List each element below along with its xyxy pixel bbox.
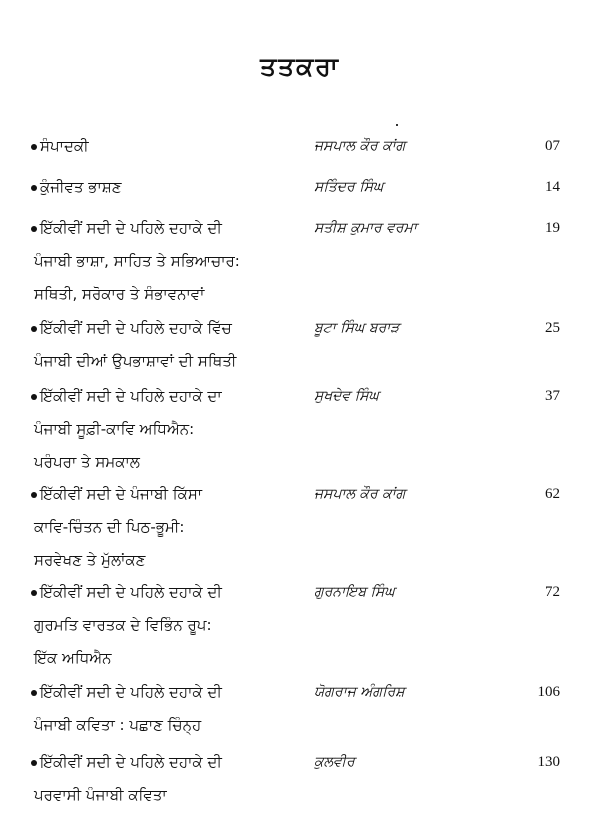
entry-title-line: ਗੁਰਮਤਿ ਵਾਰਤਕ ਦੇ ਵਿਭਿੰਨ ਰੂਪ: xyxy=(34,616,212,634)
bullet xyxy=(31,492,37,498)
entry-page-number: 130 xyxy=(537,754,560,770)
entry-title xyxy=(34,576,312,675)
bullet xyxy=(31,185,37,191)
entry-page-number: 19 xyxy=(545,220,560,236)
entry-page-number: 106 xyxy=(537,684,560,700)
entry-title-line: ਪਰੰਪਰਾ ਤੇ ਸਮਕਾਲ xyxy=(34,453,140,471)
entry-page-number: 25 xyxy=(545,320,560,336)
entry-author: ਬੂਟਾ ਸਿੰਘ ਬਰਾੜ xyxy=(314,320,400,336)
bullet xyxy=(31,394,37,400)
entry-title-line: ਪੰਜਾਬੀ ਭਾਸ਼ਾ, ਸਾਹਿਤ ਤੇ ਸਭਿਆਚਾਰ: xyxy=(34,252,240,270)
entry-title-line: ਸਰਵੇਖਣ ਤੇ ਮੁੱਲਾਂਕਣ xyxy=(34,551,146,569)
entry-title xyxy=(34,312,312,378)
bullet xyxy=(31,326,37,332)
entry-title-line: ਇੱਕੀਵੀਂ ਸਦੀ ਦੇ ਪਹਿਲੇ ਦਹਾਕੇ ਵਿੱਚ xyxy=(40,319,232,337)
entry-author: ਸੁਖਦੇਵ ਸਿੰਘ xyxy=(314,388,379,404)
entry-title-line: ਸੰਪਾਦਕੀ xyxy=(40,137,89,155)
entry-title xyxy=(34,380,312,479)
entry-title-line: ਪਰਵਾਸੀ ਪੰਜਾਬੀ ਕਵਿਤਾ xyxy=(34,786,167,804)
entry-title-line: ਇੱਕੀਵੀਂ ਸਦੀ ਦੇ ਪੰਜਾਬੀ ਕਿੱਸਾ xyxy=(40,485,203,503)
entry-title-line: ਕੁੰਜੀਵਤ ਭਾਸ਼ਣ xyxy=(40,178,122,196)
page-title: ਤਤਕਰਾ xyxy=(260,52,340,81)
entry-author: ਜਸਪਾਲ ਕੌਰ ਕਾਂਗ xyxy=(314,138,406,154)
entry-author: ਜਸਪਾਲ ਕੌਰ ਕਾਂਗ xyxy=(314,486,406,502)
entry-page-number: 37 xyxy=(545,388,560,404)
entry-page-number: 62 xyxy=(545,486,560,502)
entry-page-number: 72 xyxy=(545,584,560,600)
bullet xyxy=(31,760,37,766)
entry-title-line: ਇੱਕੀਵੀਂ ਸਦੀ ਦੇ ਪਹਿਲੇ ਦਹਾਕੇ ਦਾ xyxy=(40,387,222,405)
entry-title xyxy=(40,171,312,204)
entry-title-line: ਇੱਕੀਵੀਂ ਸਦੀ ਦੇ ਪਹਿਲੇ ਦਹਾਕੇ ਦੀ xyxy=(40,683,222,701)
entry-title-line: ਪੰਜਾਬੀ ਸੂਫ਼ੀ-ਕਾਵਿ ਅਧਿਐਨ: xyxy=(34,420,195,438)
entry-author: ਗੁਰਨਾਇਬ ਸਿੰਘ xyxy=(314,584,395,600)
entry-title xyxy=(34,212,312,311)
bullet xyxy=(31,144,37,150)
entry-title xyxy=(34,676,312,742)
entry-author: ਸਤਿੰਦਰ ਸਿੰਘ xyxy=(314,179,384,195)
entry-title-line: ਪੰਜਾਬੀ ਦੀਆਂ ਉਪਭਾਸ਼ਾਵਾਂ ਦੀ ਸਥਿਤੀ xyxy=(34,352,237,370)
bullet xyxy=(31,690,37,696)
entry-title-line: ਸਥਿਤੀ, ਸਰੋਕਾਰ ਤੇ ਸੰਭਾਵਨਾਵਾਂ xyxy=(34,285,205,303)
entry-title-line: ਇੱਕੀਵੀਂ ਸਦੀ ਦੇ ਪਹਿਲੇ ਦਹਾਕੇ ਦੀ xyxy=(40,219,222,237)
entry-title-line: ਇੱਕ ਅਧਿਐਨ xyxy=(34,649,112,667)
entry-title-line: ਇੱਕੀਵੀਂ ਸਦੀ ਦੇ ਪਹਿਲੇ ਦਹਾਕੇ ਦੀ xyxy=(40,583,222,601)
entry-title xyxy=(34,746,312,812)
entry-author: ਕੁਲਵੀਰ xyxy=(314,754,355,770)
entry-author: ਸਤੀਸ਼ ਕੁਮਾਰ ਵਰਮਾ xyxy=(314,220,417,236)
entry-title xyxy=(34,478,312,577)
entry-title-line: ਪੰਜਾਬੀ ਕਵਿਤਾ : ਪਛਾਣ ਚਿੰਨ੍ਹ xyxy=(34,716,202,734)
entry-title-line: ਇੱਕੀਵੀਂ ਸਦੀ ਦੇ ਪਹਿਲੇ ਦਹਾਕੇ ਦੀ xyxy=(40,753,222,771)
entry-title xyxy=(40,130,312,163)
entry-author: ਯੋਗਰਾਜ ਅੰਗਰਿਸ਼ xyxy=(314,684,405,700)
entry-page-number: 14 xyxy=(545,179,560,195)
entry-page-number: 07 xyxy=(545,138,560,154)
bullet xyxy=(31,226,37,232)
entry-title-line: ਕਾਵਿ-ਚਿੰਤਨ ਦੀ ਪਿਠ-ਭੂਮੀ: xyxy=(34,518,185,536)
bullet xyxy=(31,590,37,596)
